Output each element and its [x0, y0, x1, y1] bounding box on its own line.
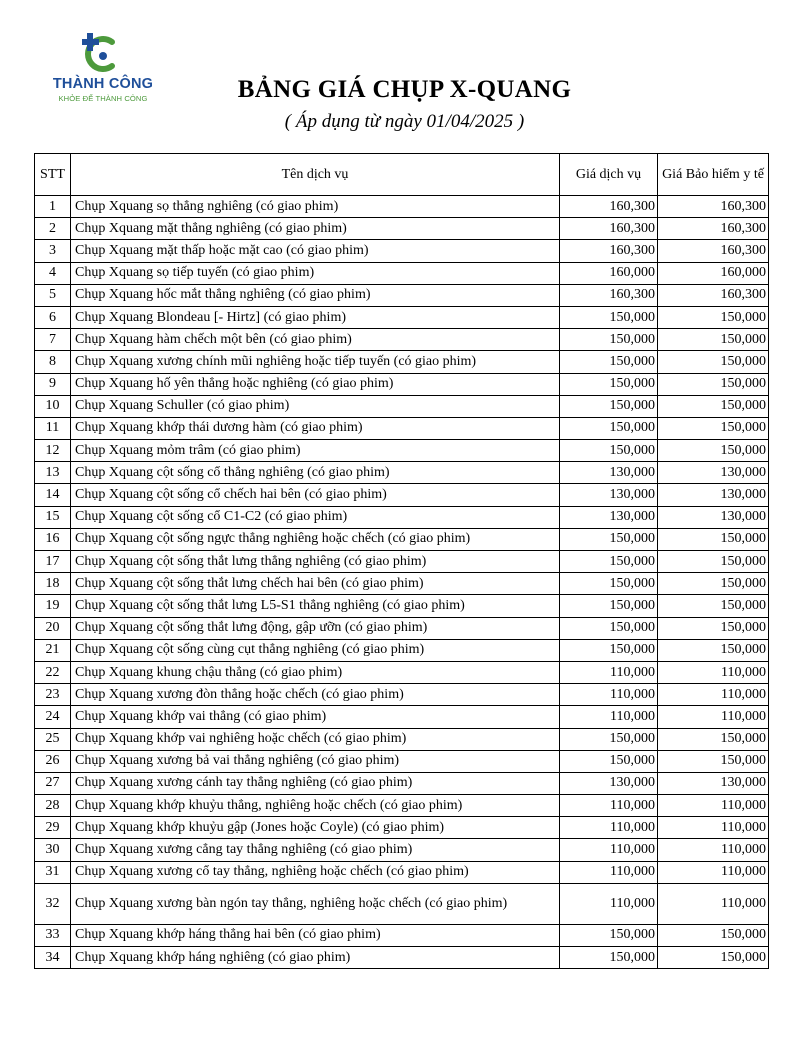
row-service-name: Chụp Xquang xương cánh tay thẳng nghiêng (có giao phim) — [71, 772, 560, 794]
row-insurance-price: 150,000 — [658, 395, 769, 417]
table-row — [35, 218, 769, 240]
row-stt: 31 — [35, 861, 71, 883]
row-service-price: 130,000 — [560, 462, 658, 484]
row-service-price: 150,000 — [560, 728, 658, 750]
row-service-price: 150,000 — [560, 595, 658, 617]
table-row — [35, 573, 769, 595]
row-service-name: Chụp Xquang mặt thẳng nghiêng (có giao phim) — [71, 218, 560, 240]
row-service-name: Chụp Xquang cột sống thắt lưng L5-S1 thẳng nghiêng (có giao phim) — [71, 595, 560, 617]
row-insurance-price: 150,000 — [658, 750, 769, 772]
row-service-name: Chụp Xquang Schuller (có giao phim) — [71, 395, 560, 417]
table-row — [35, 924, 769, 946]
row-service-name: Chụp Xquang khớp vai nghiêng hoặc chếch (có giao phim) — [71, 728, 560, 750]
table-row — [35, 462, 769, 484]
row-stt: 10 — [35, 395, 71, 417]
row-insurance-price: 160,300 — [658, 240, 769, 262]
table-row — [35, 484, 769, 506]
row-stt: 1 — [35, 196, 71, 218]
table-row — [35, 395, 769, 417]
row-stt: 3 — [35, 240, 71, 262]
table-row — [35, 947, 769, 969]
row-service-price: 150,000 — [560, 750, 658, 772]
row-service-name: Chụp Xquang xương bàn ngón tay thẳng, nghiêng hoặc chếch (có giao phim) — [71, 883, 560, 924]
row-stt: 9 — [35, 373, 71, 395]
row-stt: 16 — [35, 528, 71, 550]
row-stt: 8 — [35, 351, 71, 373]
row-service-price: 150,000 — [560, 617, 658, 639]
row-insurance-price: 150,000 — [658, 329, 769, 351]
row-service-price: 160,300 — [560, 240, 658, 262]
table-row — [35, 617, 769, 639]
row-insurance-price: 150,000 — [658, 528, 769, 550]
row-service-name: Chụp Xquang cột sống thắt lưng chếch hai bên (có giao phim) — [71, 573, 560, 595]
row-service-name: Chụp Xquang cột sống cùng cụt thẳng nghiêng (có giao phim) — [71, 639, 560, 661]
row-service-name: Chụp Xquang cột sống thắt lưng động, gập ưỡn (có giao phim) — [71, 617, 560, 639]
row-stt: 18 — [35, 573, 71, 595]
table-row — [35, 351, 769, 373]
row-service-price: 150,000 — [560, 351, 658, 373]
table-row — [35, 706, 769, 728]
row-service-price: 130,000 — [560, 484, 658, 506]
row-service-name: Chụp Xquang cột sống ngực thẳng nghiêng hoặc chếch (có giao phim) — [71, 528, 560, 550]
row-service-price: 110,000 — [560, 839, 658, 861]
row-service-price: 150,000 — [560, 417, 658, 439]
table-row — [35, 329, 769, 351]
table-row — [35, 661, 769, 683]
row-insurance-price: 110,000 — [658, 661, 769, 683]
row-stt: 30 — [35, 839, 71, 861]
table-row — [35, 772, 769, 794]
table-row — [35, 684, 769, 706]
row-service-name: Chụp Xquang khung chậu thẳng (có giao phim) — [71, 661, 560, 683]
row-insurance-price: 150,000 — [658, 351, 769, 373]
row-insurance-price: 150,000 — [658, 639, 769, 661]
table-row — [35, 728, 769, 750]
table-row — [35, 240, 769, 262]
row-insurance-price: 110,000 — [658, 883, 769, 924]
row-stt: 27 — [35, 772, 71, 794]
row-service-price: 150,000 — [560, 639, 658, 661]
table-row — [35, 817, 769, 839]
row-service-name: Chụp Xquang hốc mắt thẳng nghiêng (có giao phim) — [71, 284, 560, 306]
row-stt: 19 — [35, 595, 71, 617]
table-row — [35, 373, 769, 395]
row-service-price: 150,000 — [560, 573, 658, 595]
row-stt: 12 — [35, 440, 71, 462]
row-insurance-price: 110,000 — [658, 817, 769, 839]
row-service-price: 160,300 — [560, 196, 658, 218]
row-service-name: Chụp Xquang khớp háng nghiêng (có giao phim) — [71, 947, 560, 969]
row-insurance-price: 110,000 — [658, 839, 769, 861]
row-stt: 23 — [35, 684, 71, 706]
row-service-name: Chụp Xquang mặt thấp hoặc mặt cao (có giao phim) — [71, 240, 560, 262]
row-insurance-price: 160,300 — [658, 196, 769, 218]
row-service-name: Chụp Xquang khớp khuỷu thẳng, nghiêng hoặc chếch (có giao phim) — [71, 795, 560, 817]
row-stt: 5 — [35, 284, 71, 306]
row-service-name: Chụp Xquang mỏm trâm (có giao phim) — [71, 440, 560, 462]
table-row — [35, 262, 769, 284]
row-insurance-price: 150,000 — [658, 440, 769, 462]
page-title: BẢNG GIÁ CHỤP X-QUANG — [237, 76, 572, 103]
header-stt: STT — [35, 154, 71, 196]
row-stt: 13 — [35, 462, 71, 484]
header-service-name: Tên dịch vụ — [71, 154, 560, 196]
row-service-price: 150,000 — [560, 306, 658, 328]
row-service-price: 130,000 — [560, 506, 658, 528]
row-insurance-price: 150,000 — [658, 947, 769, 969]
row-insurance-price: 150,000 — [658, 417, 769, 439]
row-stt: 28 — [35, 795, 71, 817]
row-stt: 11 — [35, 417, 71, 439]
row-service-name: Chụp Xquang cột sống cổ chếch hai bên (có giao phim) — [71, 484, 560, 506]
row-stt: 2 — [35, 218, 71, 240]
row-service-price: 150,000 — [560, 440, 658, 462]
row-stt: 22 — [35, 661, 71, 683]
price-table — [34, 153, 769, 969]
row-service-name: Chụp Xquang hàm chếch một bên (có giao phim) — [71, 329, 560, 351]
row-service-name: Chụp Xquang xương đòn thẳng hoặc chếch (có giao phim) — [71, 684, 560, 706]
row-service-name: Chụp Xquang hố yên thẳng hoặc nghiêng (có giao phim) — [71, 373, 560, 395]
row-insurance-price: 130,000 — [658, 484, 769, 506]
row-insurance-price: 150,000 — [658, 595, 769, 617]
row-stt: 17 — [35, 551, 71, 573]
row-service-name: Chụp Xquang xương cẳng tay thẳng nghiêng (có giao phim) — [71, 839, 560, 861]
row-stt: 7 — [35, 329, 71, 351]
table-row — [35, 440, 769, 462]
row-service-price: 110,000 — [560, 795, 658, 817]
row-stt: 32 — [35, 883, 71, 924]
row-insurance-price: 110,000 — [658, 795, 769, 817]
row-service-price: 150,000 — [560, 528, 658, 550]
page-subtitle: ( Áp dụng từ ngày 01/04/2025 ) — [284, 111, 525, 132]
row-stt: 29 — [35, 817, 71, 839]
row-service-price: 110,000 — [560, 883, 658, 924]
row-stt: 20 — [35, 617, 71, 639]
row-service-name: Chụp Xquang Blondeau [- Hirtz] (có giao phim) — [71, 306, 560, 328]
row-service-name: Chụp Xquang sọ thẳng nghiêng (có giao phim) — [71, 196, 560, 218]
row-service-price: 150,000 — [560, 551, 658, 573]
row-insurance-price: 160,300 — [658, 284, 769, 306]
row-service-name: Chụp Xquang khớp khuỷu gập (Jones hoặc Coyle) (có giao phim) — [71, 817, 560, 839]
row-insurance-price: 150,000 — [658, 617, 769, 639]
table-row — [35, 750, 769, 772]
row-insurance-price: 110,000 — [658, 706, 769, 728]
row-insurance-price: 130,000 — [658, 506, 769, 528]
header-service-price: Giá dịch vụ — [560, 154, 658, 196]
row-service-name: Chụp Xquang cột sống thắt lưng thẳng nghiêng (có giao phim) — [71, 551, 560, 573]
medical-cross-c-icon — [82, 30, 124, 74]
row-service-name: Chụp Xquang cột sống cổ thẳng nghiêng (có giao phim) — [71, 462, 560, 484]
table-body — [35, 196, 769, 969]
table-row — [35, 639, 769, 661]
row-service-price: 110,000 — [560, 706, 658, 728]
table-row — [35, 417, 769, 439]
row-service-name: Chụp Xquang xương cổ tay thẳng, nghiêng hoặc chếch (có giao phim) — [71, 861, 560, 883]
table-row — [35, 839, 769, 861]
table-row — [35, 284, 769, 306]
row-service-price: 110,000 — [560, 817, 658, 839]
row-service-price: 150,000 — [560, 373, 658, 395]
row-stt: 6 — [35, 306, 71, 328]
row-insurance-price: 150,000 — [658, 551, 769, 573]
row-insurance-price: 110,000 — [658, 861, 769, 883]
table-row — [35, 306, 769, 328]
table-row — [35, 595, 769, 617]
row-service-name: Chụp Xquang sọ tiếp tuyến (có giao phim) — [71, 262, 560, 284]
table-row — [35, 861, 769, 883]
row-service-price: 160,000 — [560, 262, 658, 284]
row-service-price: 150,000 — [560, 924, 658, 946]
row-service-price: 110,000 — [560, 684, 658, 706]
row-service-price: 150,000 — [560, 395, 658, 417]
row-insurance-price: 160,000 — [658, 262, 769, 284]
row-service-price: 130,000 — [560, 772, 658, 794]
row-service-price: 150,000 — [560, 947, 658, 969]
row-insurance-price: 160,300 — [658, 218, 769, 240]
table-row — [35, 883, 769, 924]
row-stt: 33 — [35, 924, 71, 946]
row-stt: 4 — [35, 262, 71, 284]
row-stt: 15 — [35, 506, 71, 528]
row-insurance-price: 150,000 — [658, 924, 769, 946]
row-service-price: 160,300 — [560, 284, 658, 306]
row-service-name: Chụp Xquang xương bả vai thẳng nghiêng (có giao phim) — [71, 750, 560, 772]
row-stt: 34 — [35, 947, 71, 969]
logo-slogan: KHỎE ĐỂ THÀNH CÔNG — [58, 94, 148, 103]
table-header-row — [35, 154, 769, 196]
table-row — [35, 506, 769, 528]
row-insurance-price: 110,000 — [658, 684, 769, 706]
logo-brand-text: THÀNH CÔNG — [52, 76, 154, 92]
row-service-name: Chụp Xquang khớp háng thẳng hai bên (có giao phim) — [71, 924, 560, 946]
row-insurance-price: 150,000 — [658, 373, 769, 395]
row-insurance-price: 130,000 — [658, 772, 769, 794]
row-insurance-price: 150,000 — [658, 573, 769, 595]
row-service-price: 150,000 — [560, 329, 658, 351]
row-stt: 26 — [35, 750, 71, 772]
row-service-name: Chụp Xquang cột sống cổ C1-C2 (có giao phim) — [71, 506, 560, 528]
row-insurance-price: 130,000 — [658, 462, 769, 484]
header-insurance-price: Giá Bảo hiểm y tế — [658, 154, 769, 196]
table-row — [35, 551, 769, 573]
row-service-name: Chụp Xquang khớp vai thẳng (có giao phim) — [71, 706, 560, 728]
table-row — [35, 795, 769, 817]
table-row — [35, 196, 769, 218]
row-stt: 14 — [35, 484, 71, 506]
row-service-name: Chụp Xquang xương chính mũi nghiêng hoặc tiếp tuyến (có giao phim) — [71, 351, 560, 373]
row-stt: 25 — [35, 728, 71, 750]
row-stt: 24 — [35, 706, 71, 728]
row-service-price: 160,300 — [560, 218, 658, 240]
table-row — [35, 528, 769, 550]
row-service-price: 110,000 — [560, 661, 658, 683]
row-stt: 21 — [35, 639, 71, 661]
row-service-price: 110,000 — [560, 861, 658, 883]
row-service-name: Chụp Xquang khớp thái dương hàm (có giao phim) — [71, 417, 560, 439]
row-insurance-price: 150,000 — [658, 306, 769, 328]
row-insurance-price: 150,000 — [658, 728, 769, 750]
